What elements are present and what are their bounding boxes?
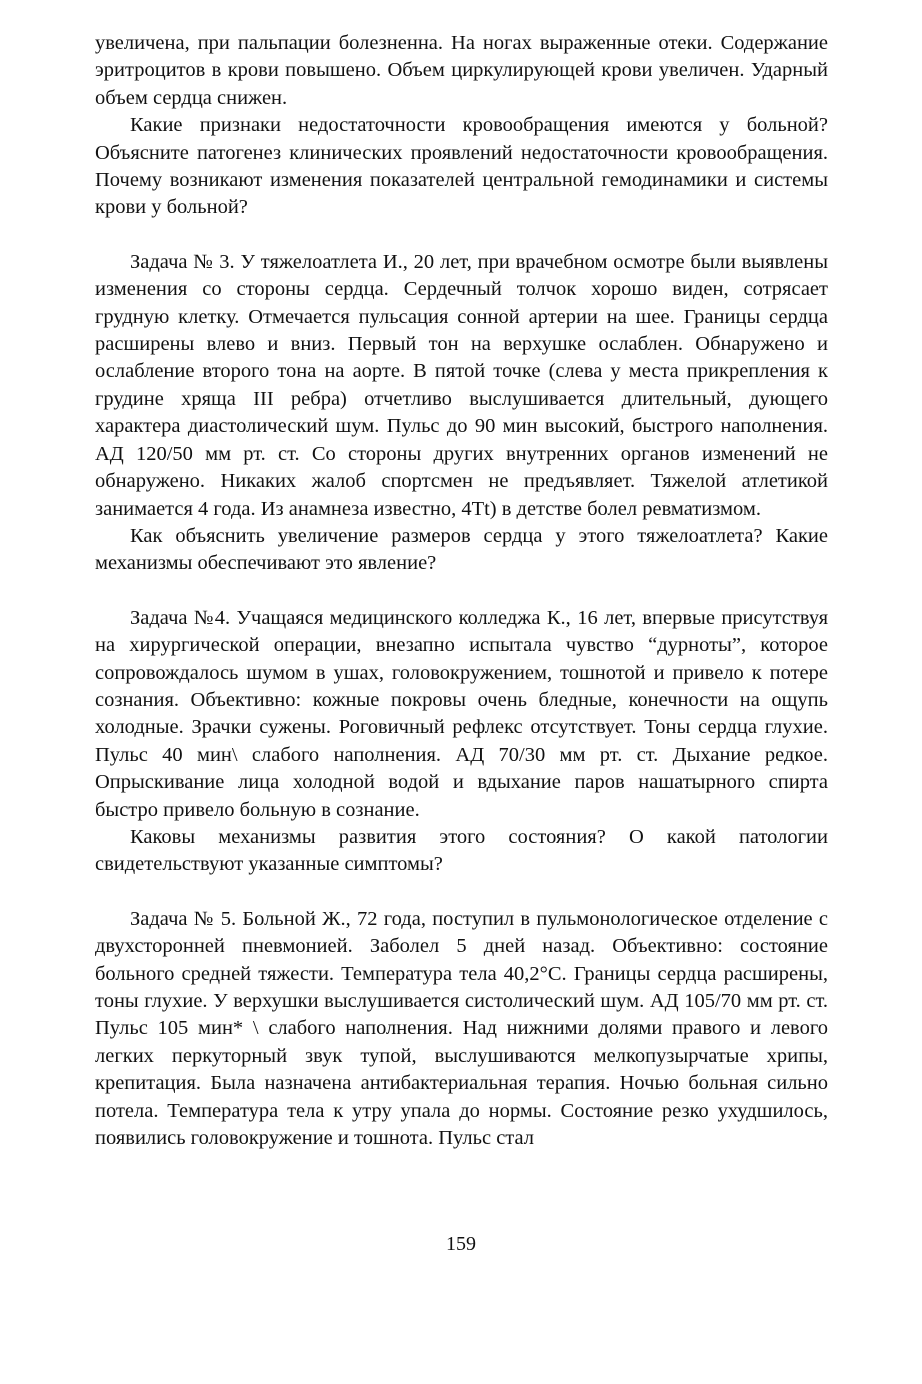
- document-page: [95, 30, 828, 1152]
- paragraph-questions-3: Как объяснить увеличение размеров сердца у этого тяжелоатлета? Какие механизмы обеспечивают это явление?: [95, 524, 828, 575]
- paragraph-gap: [95, 879, 828, 906]
- paragraph-task-4: Задача №4. Учащаяся медицинского колледжа К., 16 лет, впервые присутствуя на хирургической операции, внезапно испытала чувство “дурноты”, которое сопровождалось шумом в ушах, головокружением, тошнотой и привело к потере сознания. Объективно: кожные покровы очень бледные, конечности на ощупь холодные. Зрачки сужены. Роговичный рефлекс отсутствует. Тоны сердца глухие. Пульс 40 мин\ слабого наполнения. АД 70/30 мм рт. ст. Дыхание редкое. Опрыскивание лица холодной водой и вдыхание паров нашатырного спирта быстро привело больную в сознание.: [95, 606, 828, 821]
- paragraph-task-3: Задача № 3. У тяжелоатлета И., 20 лет, при врачебном осмотре были выявлены изменения со стороны сердца. Сердечный толчок хорошо виден, сотрясает грудную клетку. Отмечается пульсация сонной артерии на шее. Границы сердца расширены влево и вниз. Первый тон на верхушке ослаблен. Обнаружено и ослабление второго тона на аорте. В пятой точке (слева у места прикрепления к грудине хряща III ребра) отчетливо выслушивается длительный, дующего характера диастолический шум. Пульс до 90 мин высокий, быстрого наполнения. АД 120/50 мм рт. ст. Со стороны других внутренних органов изменений не обнаружено. Никаких жалоб спортсмен не предъявляет. Тяжелой атлетикой занимается 4 года. Из анамнеза известно, 4Tt) в детстве болел ревматизмом.: [95, 250, 828, 520]
- paragraph-gap: [95, 578, 828, 605]
- paragraph-questions-4: Каковы механизмы развития этого состояния? О какой патологии свидетельствуют указанные симптомы?: [95, 825, 828, 876]
- paragraph-gap: [95, 222, 828, 249]
- paragraph-continuation: увеличена, при пальпации болезненна. На ногах выраженные отеки. Содержание эритроцитов в крови повышено. Объем циркулирующей крови увеличен. Ударный объем сердца снижен.: [95, 32, 828, 109]
- paragraph-task-5: Задача № 5. Больной Ж., 72 года, поступил в пульмонологическое отделение с двухсторонней пневмонией. Заболел 5 дней назад. Объективно: состояние больного средней тяжести. Температура тела 40,2°С. Границы сердца расширены, тоны глухие. У верхушки выслушивается систолический шум. АД 105/70 мм рт. ст. Пульс 105 мин* \ слабого наполнения. Над нижними долями правого и левого легких перкуторный звук тупой, выслушиваются мелкопузырчатые хрипы, крепитация. Была назначена антибактериальная терапия. Ночью больная сильно потела. Температура тела к утру упала до нормы. Состояние резко ухудшилось, появились головокружение и тошнота. Пульс стал: [95, 907, 828, 1150]
- paragraph-questions-1: Какие признаки недостаточности кровообращения имеются у больной? Объясните патогенез клинических проявлений недостаточности кровообращения. Почему возникают изменения показателей центральной гемодинамики и системы крови у больной?: [95, 114, 828, 219]
- page-number: 159: [446, 1233, 476, 1255]
